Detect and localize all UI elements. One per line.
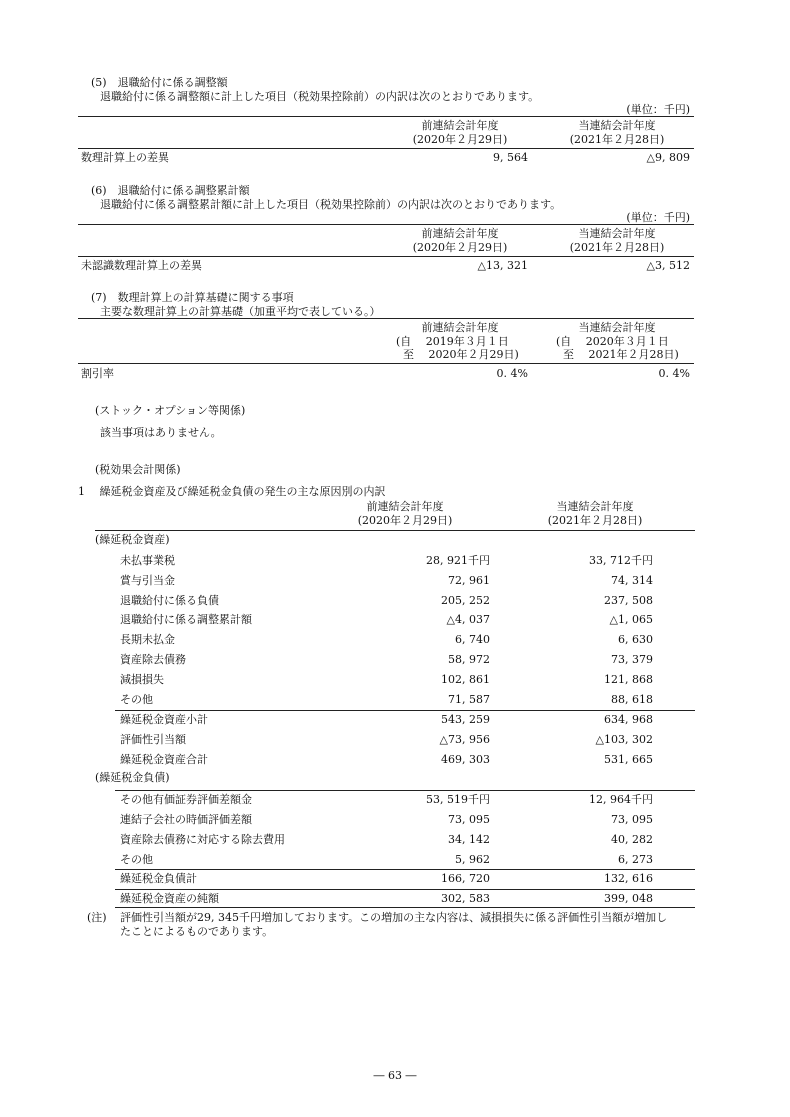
- tax-subtotal-rule: [115, 889, 695, 890]
- s5-row-label: 数理計算上の差異: [81, 151, 169, 164]
- tax-row-label: 繰延税金資産の純額: [120, 892, 219, 905]
- s5-col-prev-name: 前連結会計年度: [421, 119, 499, 132]
- tax-col-prev-name: 前連結会計年度: [366, 500, 444, 513]
- tax-row-label: 減損損失: [120, 673, 164, 686]
- tax-row-curr: 73, 379: [611, 653, 653, 666]
- s5-col-curr-date: (2021年２月28日): [569, 133, 665, 146]
- tax-row-curr: 237, 508: [604, 594, 653, 607]
- tax-row-label: 評価性引当額: [120, 733, 186, 746]
- tax-row-curr: 73, 095: [611, 813, 653, 826]
- tax-row-prev: 543, 259: [441, 713, 490, 726]
- tax-row-curr: 121, 868: [604, 673, 653, 686]
- s5-description: 退職給付に係る調整額に計上した項目（税効果控除前）の内訳は次のとおりであります。: [100, 90, 540, 103]
- tax-row-prev: 302, 583: [441, 892, 490, 905]
- tax-item1: 1 繰延税金資産及び繰延税金負債の発生の主な原因別の内訳: [78, 485, 386, 498]
- s7-col-curr-to: 至 2021年２月28日): [563, 348, 679, 361]
- tax-subtotal-rule: [115, 710, 695, 711]
- tax-row-prev: 5, 962: [455, 853, 490, 866]
- tax-col-curr-date: (2021年２月28日): [547, 514, 643, 527]
- tax-row-label: 未払事業税: [120, 554, 175, 567]
- tax-row-label: 資産除去債務に対応する除去費用: [120, 833, 285, 846]
- s6-heading: (6) 退職給付に係る調整累計額: [91, 184, 250, 197]
- tax-row-curr: 40, 282: [611, 833, 653, 846]
- tax-row-prev: 205, 252: [441, 594, 490, 607]
- stock-heading: (ストック・オプション等関係): [95, 404, 246, 417]
- tax-row-prev: 469, 303: [441, 753, 490, 766]
- s6-row-label: 未認識数理計算上の差異: [81, 259, 202, 272]
- tax-row-prev: 71, 587: [448, 693, 490, 706]
- s6-unit: (単位：千円): [626, 211, 690, 224]
- tax-row-prev: 72, 961: [448, 574, 490, 587]
- tax-row-label: 資産除去債務: [120, 653, 186, 666]
- s7-top-rule: [78, 318, 694, 319]
- tax-row-label: その他: [120, 853, 153, 866]
- s6-row-prev: △13, 321: [477, 259, 528, 272]
- tax-row-curr: 6, 273: [618, 853, 653, 866]
- tax-heading: (税効果会計関係): [95, 463, 181, 476]
- tax-row-curr: 74, 314: [611, 574, 653, 587]
- tax-row-curr: 33, 712千円: [589, 554, 653, 567]
- s5-col-curr-name: 当連結会計年度: [578, 119, 656, 132]
- tax-row-prev: △73, 956: [439, 733, 490, 746]
- s5-row-curr: △9, 809: [646, 151, 690, 164]
- tax-row-label: 長期未払金: [120, 633, 175, 646]
- tax-col-prev-date: (2020年２月29日): [357, 514, 453, 527]
- s6-col-prev-date: (2020年２月29日): [412, 241, 508, 254]
- tax-row-label: 退職給付に係る調整累計額: [120, 613, 252, 626]
- s7-col-curr-name: 当連結会計年度: [578, 321, 656, 334]
- s7-col-prev-to: 至 2020年２月29日): [403, 348, 519, 361]
- tax-row-prev: 53, 519千円: [426, 793, 490, 806]
- s6-col-curr-name: 当連結会計年度: [578, 227, 656, 240]
- s6-description: 退職給付に係る調整累計額に計上した項目（税効果控除前）の内訳は次のとおりであります。: [100, 198, 562, 211]
- tax-row-prev: △4, 037: [446, 613, 490, 626]
- s6-row-curr: △3, 512: [646, 259, 690, 272]
- s7-col-prev-name: 前連結会計年度: [421, 321, 499, 334]
- s5-top-rule: [78, 116, 694, 117]
- tax-row-curr: 6, 630: [618, 633, 653, 646]
- tax-row-label: その他: [120, 693, 153, 706]
- tax-bottom-rule: [115, 907, 695, 908]
- s5-heading: (5) 退職給付に係る調整額: [91, 76, 228, 89]
- s6-header-rule: [78, 256, 694, 257]
- tax-row-prev: 28, 921千円: [426, 554, 490, 567]
- s7-row-curr: 0. 4%: [658, 367, 690, 380]
- tax-row-prev: 102, 861: [441, 673, 490, 686]
- tax-row-curr: 634, 968: [604, 713, 653, 726]
- tax-header-rule: [95, 530, 695, 531]
- tax-note-mark: (注): [87, 911, 107, 924]
- tax-row-curr: △103, 302: [595, 733, 653, 746]
- tax-row-label: 連結子会社の時価評価差額: [120, 813, 252, 826]
- tax-row-label: 繰延税金資産小計: [120, 713, 208, 726]
- tax-row-curr: 531, 665: [604, 753, 653, 766]
- stock-text: 該当事項はありません。: [100, 426, 222, 439]
- tax-row-label: 繰延税金資産合計: [120, 753, 208, 766]
- s7-row-prev: 0. 4%: [496, 367, 528, 380]
- tax-row-prev: 34, 142: [448, 833, 490, 846]
- tax-note-line2: たことによるものであります。: [120, 925, 274, 938]
- s7-col-curr-from: (自 2020年３月１日: [556, 335, 669, 348]
- page-number: ― 63 ―: [373, 1069, 417, 1082]
- s7-description: 主要な数理計算上の計算基礎（加重平均で表している。）: [100, 305, 381, 318]
- tax-subtotal-rule: [115, 790, 695, 791]
- tax-row-curr: 88, 618: [611, 693, 653, 706]
- tax-assets-header: (繰延税金資産): [95, 533, 170, 546]
- s7-heading: (7) 数理計算上の計算基礎に関する事項: [91, 291, 294, 304]
- s6-top-rule: [78, 224, 694, 225]
- s5-header-rule: [78, 148, 694, 149]
- tax-note-line1: 評価性引当額が29, 345千円増加しております。この増加の主な内容は、減損損失に係る評価性引当額が増加し: [120, 911, 668, 924]
- s5-row-prev: 9, 564: [493, 151, 528, 164]
- tax-row-label: 賞与引当金: [120, 574, 175, 587]
- tax-row-curr: △1, 065: [609, 613, 653, 626]
- tax-row-prev: 73, 095: [448, 813, 490, 826]
- tax-col-curr-name: 当連結会計年度: [556, 500, 634, 513]
- s5-unit: (単位：千円): [626, 103, 690, 116]
- tax-row-label: 退職給付に係る負債: [120, 594, 219, 607]
- s6-col-prev-name: 前連結会計年度: [421, 227, 499, 240]
- tax-row-prev: 6, 740: [455, 633, 490, 646]
- tax-subtotal-rule: [115, 869, 695, 870]
- s7-col-prev-from: (自 2019年３月１日: [396, 335, 509, 348]
- s6-col-curr-date: (2021年２月28日): [569, 241, 665, 254]
- tax-row-prev: 166, 720: [441, 872, 490, 885]
- tax-row-prev: 58, 972: [448, 653, 490, 666]
- tax-row-curr: 132, 616: [604, 872, 653, 885]
- s7-row-label: 割引率: [81, 367, 114, 380]
- tax-row-label: 繰延税金負債計: [120, 872, 197, 885]
- tax-row-curr: 12, 964千円: [589, 793, 653, 806]
- s7-header-rule: [78, 363, 694, 364]
- tax-liabilities-header: (繰延税金負債): [95, 771, 170, 784]
- tax-row-curr: 399, 048: [604, 892, 653, 905]
- tax-row-label: その他有価証券評価差額金: [120, 793, 252, 806]
- s5-col-prev-date: (2020年２月29日): [412, 133, 508, 146]
